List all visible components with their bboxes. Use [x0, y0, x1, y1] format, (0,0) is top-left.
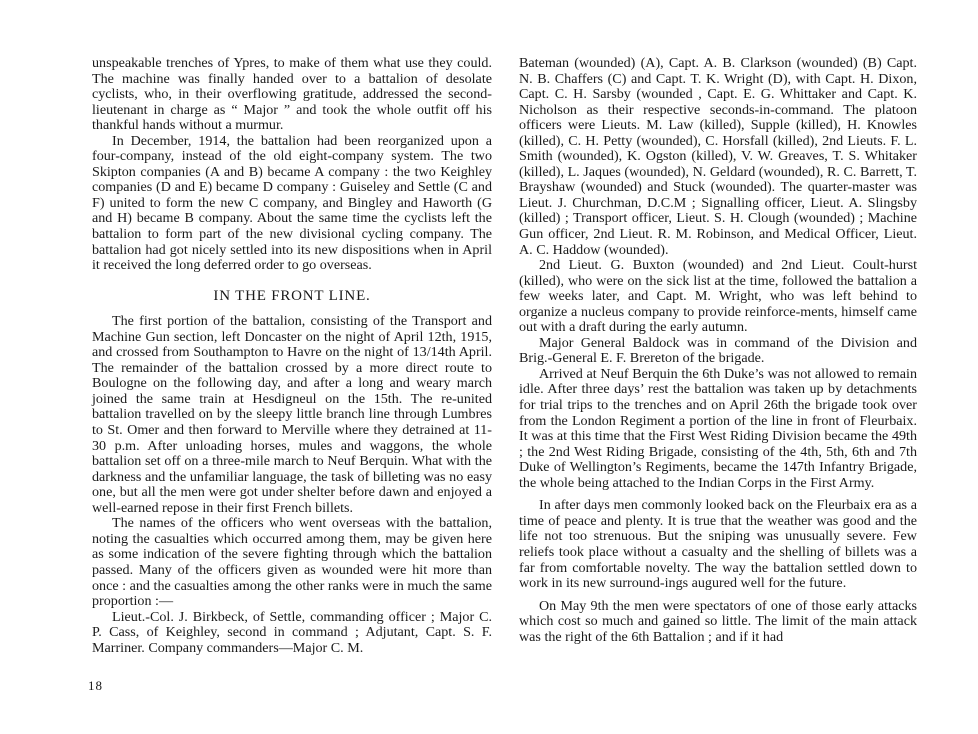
- paragraph: Bateman (wounded) (A), Capt. A. B. Clarkson (wounded) (B) Capt. N. B. Chaffers (C) and Capt. T. K. Wright (D), with Capt. H. Dixon, Capt. C. H. Sarsby (wounded , Capt. E. G. Whittaker and Capt. K. Nicholson as their respective seconds-in-command. The platoon officers were Lieuts. M. Law (killed), Supple (killed), H. Knowles (killed), C. H. Petty (wounded), C. Horsfall (killed), 2nd Lieuts. F. L. Smith (wounded), K. Ogston (killed), V. W. Greaves, T. S. Whitaker (killed), L. Jaques (wounded), N. Geldard (wounded), R. C. Barrett, T. Brayshaw (wounded) and Stuck (wounded). The quarter-master was Lieut. J. Churchman, D.C.M ; Signalling officer, Lieut. A. Slingsby (killed) ; Transport officer, Lieut. S. H. Clough (wounded) ; Machine Gun officer, 2nd Lieut. R. M. Robinson, and Medical Officer, Lieut. A. C. Haddow (wounded).: [519, 55, 917, 258]
- paragraph: 2nd Lieut. G. Buxton (wounded) and 2nd Lieut. Coult-hurst (killed), who were on the sick list at the time, followed the battalion a few weeks later, and Capt. M. Wright, who was left behind to organize a nucleus company to provide reinforce-ments, himself came out with a draft during the early autumn.: [519, 257, 917, 336]
- paragraph: The first portion of the battalion, consisting of the Transport and Machine Gun section, left Doncaster on the night of April 12th, 1915, and crossed from Southampton to Havre on the night of 13/14th April. The remainder of the battalion crossed by a more direct route to Boulogne on the following day, and after a long and weary march joined the same train at Hesdigneul on the 15th. The re-united battalion travelled on by the sleepy little branch line through Lumbres to St. Omer and then forward to Merville where they detrained at 11-30 p.m. After unloading horses, mules and waggons, the whole battalion set off on a three-mile march to Neuf Berquin. What with the darkness and the unfamiliar language, the task of billeting was no easy one, but all the men were got under shelter before dawn and enjoyed a well-earned repose in their first French billets.: [92, 313, 492, 516]
- paragraph: On May 9th the men were spectators of one of those early attacks which cost so much and gained so little. The limit of the main attack was the right of the 6th Battalion ; and if it had: [519, 597, 917, 645]
- paragraph: Major General Baldock was in command of the Division and Brig.-General E. F. Brereton of the brigade.: [519, 334, 917, 367]
- paragraph: Lieut.-Col. J. Birkbeck, of Settle, commanding officer ; Major C. P. Cass, of Keighley, second in command ; Adjutant, Capt. S. F. Marriner. Company commanders—Major C. M.: [92, 608, 492, 656]
- left-page-column: [92, 56, 492, 656]
- section-heading: IN THE FRONT LINE.: [213, 287, 371, 304]
- paragraph: unspeakable trenches of Ypres, to make of them what use they could. The machine was finally handed over to a battalion of desolate cyclists, who, in their overflowing gratitude, addressed the second-lieutenant in charge as “ Major ” and took the whole outfit off his thankful hands without a murmur.: [92, 55, 492, 134]
- paragraph: The names of the officers who went overseas with the battalion, noting the casualties which occurred among them, may be given here as some indication of the severe fighting through which the battalion passed. Many of the officers given as wounded were hit more than once : and the casualties among the other ranks were in much the same proportion :—: [92, 515, 492, 610]
- paragraph: Arrived at Neuf Berquin the 6th Duke’s was not allowed to remain idle. After three days’ rest the battalion was taken up by detachments for trial trips to the trenches and on April 26th the brigade took over from the London Regiment a portion of the line in front of Fleurbaix. It was at this time that the First West Riding Division became the 49th ; the 2nd West Riding Brigade, consisting of the 4th, 5th, 6th and 7th Duke of Wellington’s Regiments, became the 147th Infantry Brigade, the whole being attached to the Indian Corps in the First Army.: [519, 365, 917, 491]
- paragraph: In after days men commonly looked back on the Fleurbaix era as a time of peace and plenty. It is true that the weather was good and the life not too strenuous. But the sniping was unusually severe. Few reliefs took place without a casualty and the shelling of billets was a far from comfortable novelty. The way the battalion settled down to work in its new surround-ings augured well for the future.: [519, 497, 917, 592]
- paragraph: In December, 1914, the battalion had been reorganized upon a four-company, instead of the old eight-company system. The two Skipton companies (A and B) became A company : the two Keighley companies (D and E) became D company : Guiseley and Settle (C and F) united to form the new C company, and Bingley and Haworth (G and H) became B company. About the same time the cyclists left the battalion to form part of the new divisional cycling company. The battalion had got nicely settled into its new dispositions when in April it received the long deferred order to go overseas.: [92, 132, 492, 274]
- right-page-column: [519, 56, 917, 645]
- page-number: 18: [88, 678, 103, 693]
